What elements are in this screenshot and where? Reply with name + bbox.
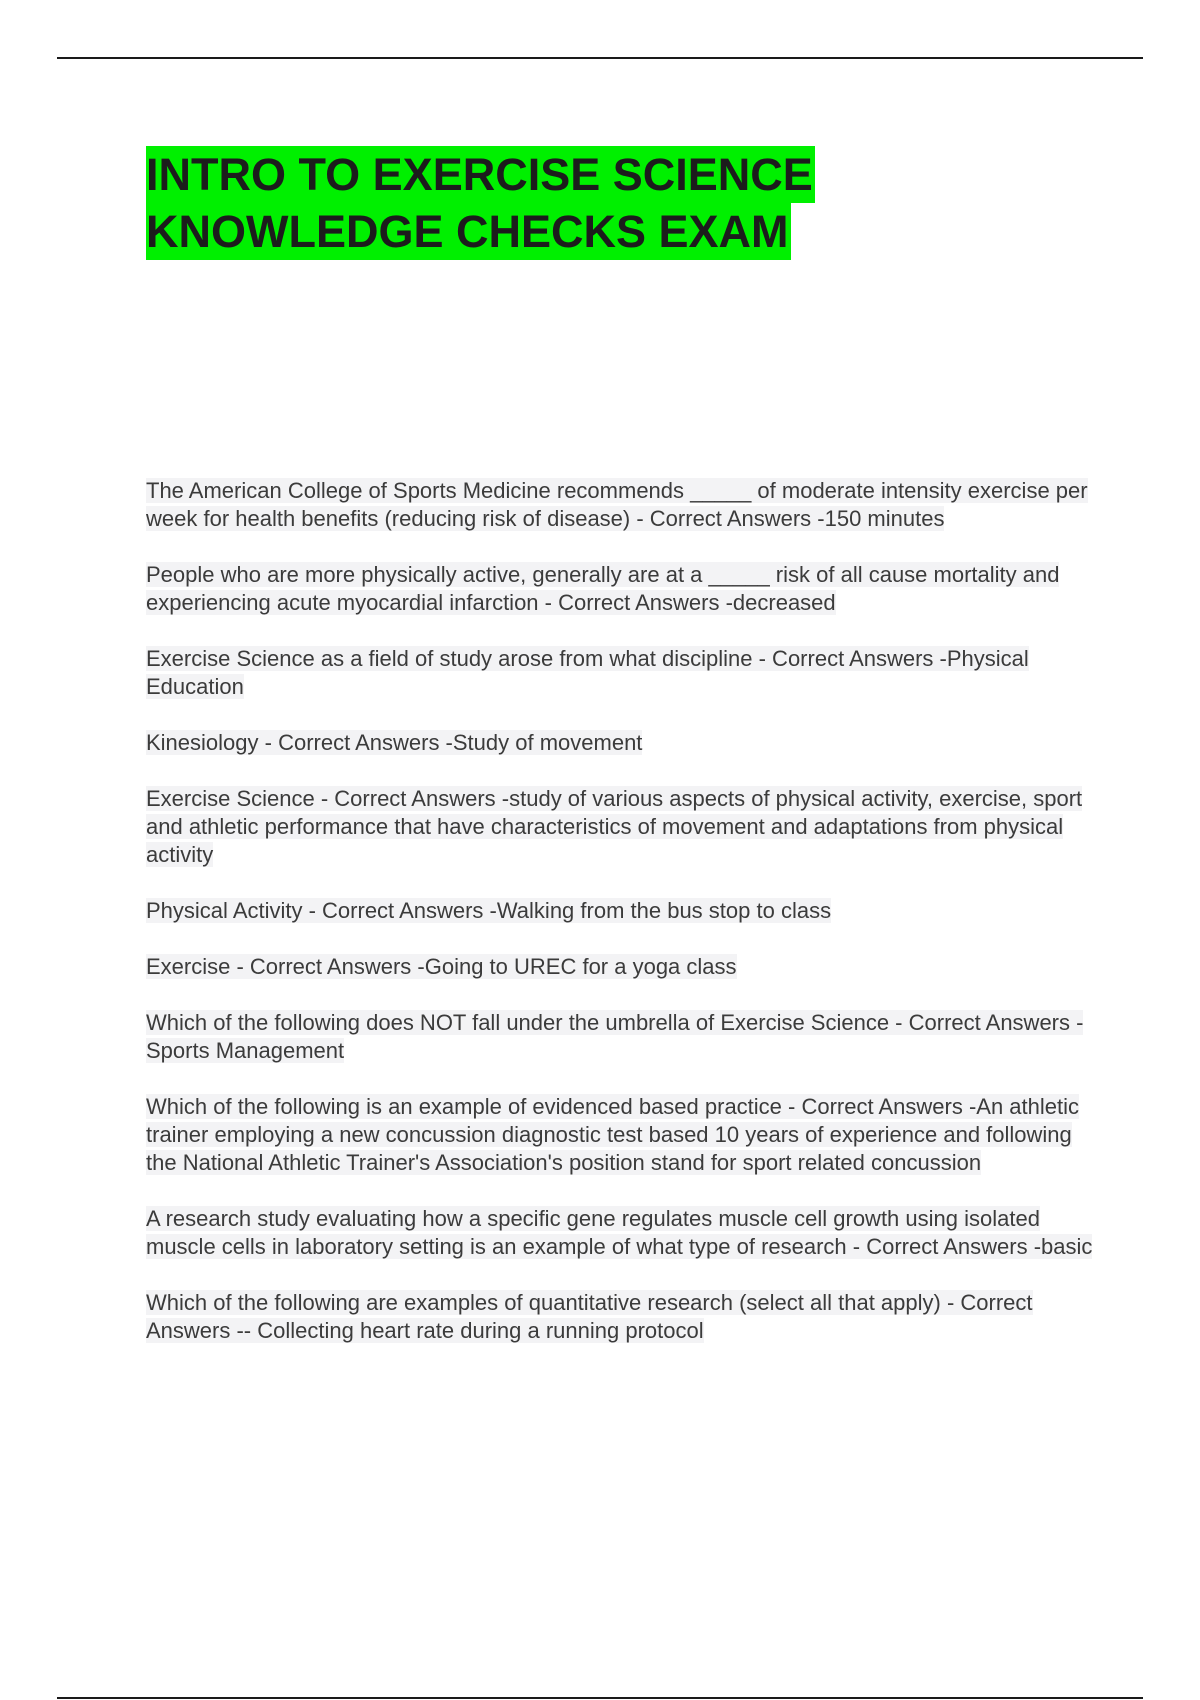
qa-item	[146, 645, 1096, 701]
qa-item	[146, 729, 1096, 757]
qa-text: Exercise Science - Correct Answers -study of various aspects of physical activity, exercise, sport and athletic performance that have characteristics of movement and adaptations from physical activity	[146, 786, 1083, 867]
qa-text: A research study evaluating how a specific gene regulates muscle cell growth using isolated muscle cells in laboratory setting is an example of what type of research - Correct Answers -basic	[146, 1206, 1093, 1259]
qa-text: People who are more physically active, generally are at a _____ risk of all cause mortality and experiencing acute myocardial infarction - Correct Answers -decreased	[146, 562, 1060, 615]
qa-item	[146, 477, 1096, 533]
title-line-1: INTRO TO EXERCISE SCIENCE	[146, 146, 815, 203]
qa-text: Kinesiology - Correct Answers -Study of movement	[146, 730, 643, 755]
qa-text: Which of the following is an example of evidenced based practice - Correct Answers -An athletic trainer employing a new concussion diagnostic test based 10 years of experience and following the National Athletic Trainer's Association's position stand for sport related concussion	[146, 1094, 1080, 1175]
document-title	[146, 146, 815, 260]
qa-item	[146, 897, 1096, 925]
qa-text: Physical Activity - Correct Answers -Walking from the bus stop to class	[146, 898, 832, 923]
qa-item	[146, 1093, 1096, 1177]
qa-item	[146, 1009, 1096, 1065]
qa-item	[146, 1205, 1096, 1261]
qa-text: Which of the following are examples of quantitative research (select all that apply) - Correct Answers -- Collecting heart rate during a running protocol	[146, 1290, 1033, 1343]
question-answer-list	[146, 477, 1096, 1373]
qa-item	[146, 953, 1096, 981]
qa-text: Exercise - Correct Answers -Going to UREC for a yoga class	[146, 954, 737, 979]
title-line-2: KNOWLEDGE CHECKS EXAM	[146, 203, 791, 260]
qa-item	[146, 785, 1096, 869]
qa-text: Exercise Science as a field of study arose from what discipline - Correct Answers -Physical Education	[146, 646, 1029, 699]
qa-text: The American College of Sports Medicine recommends _____ of moderate intensity exercise per week for health benefits (reducing risk of disease) - Correct Answers -150 minutes	[146, 478, 1088, 531]
qa-item	[146, 561, 1096, 617]
qa-text: Which of the following does NOT fall under the umbrella of Exercise Science - Correct Answers -Sports Management	[146, 1010, 1084, 1063]
qa-item	[146, 1289, 1096, 1345]
footer-rule	[57, 1697, 1143, 1699]
header-rule	[57, 57, 1143, 59]
